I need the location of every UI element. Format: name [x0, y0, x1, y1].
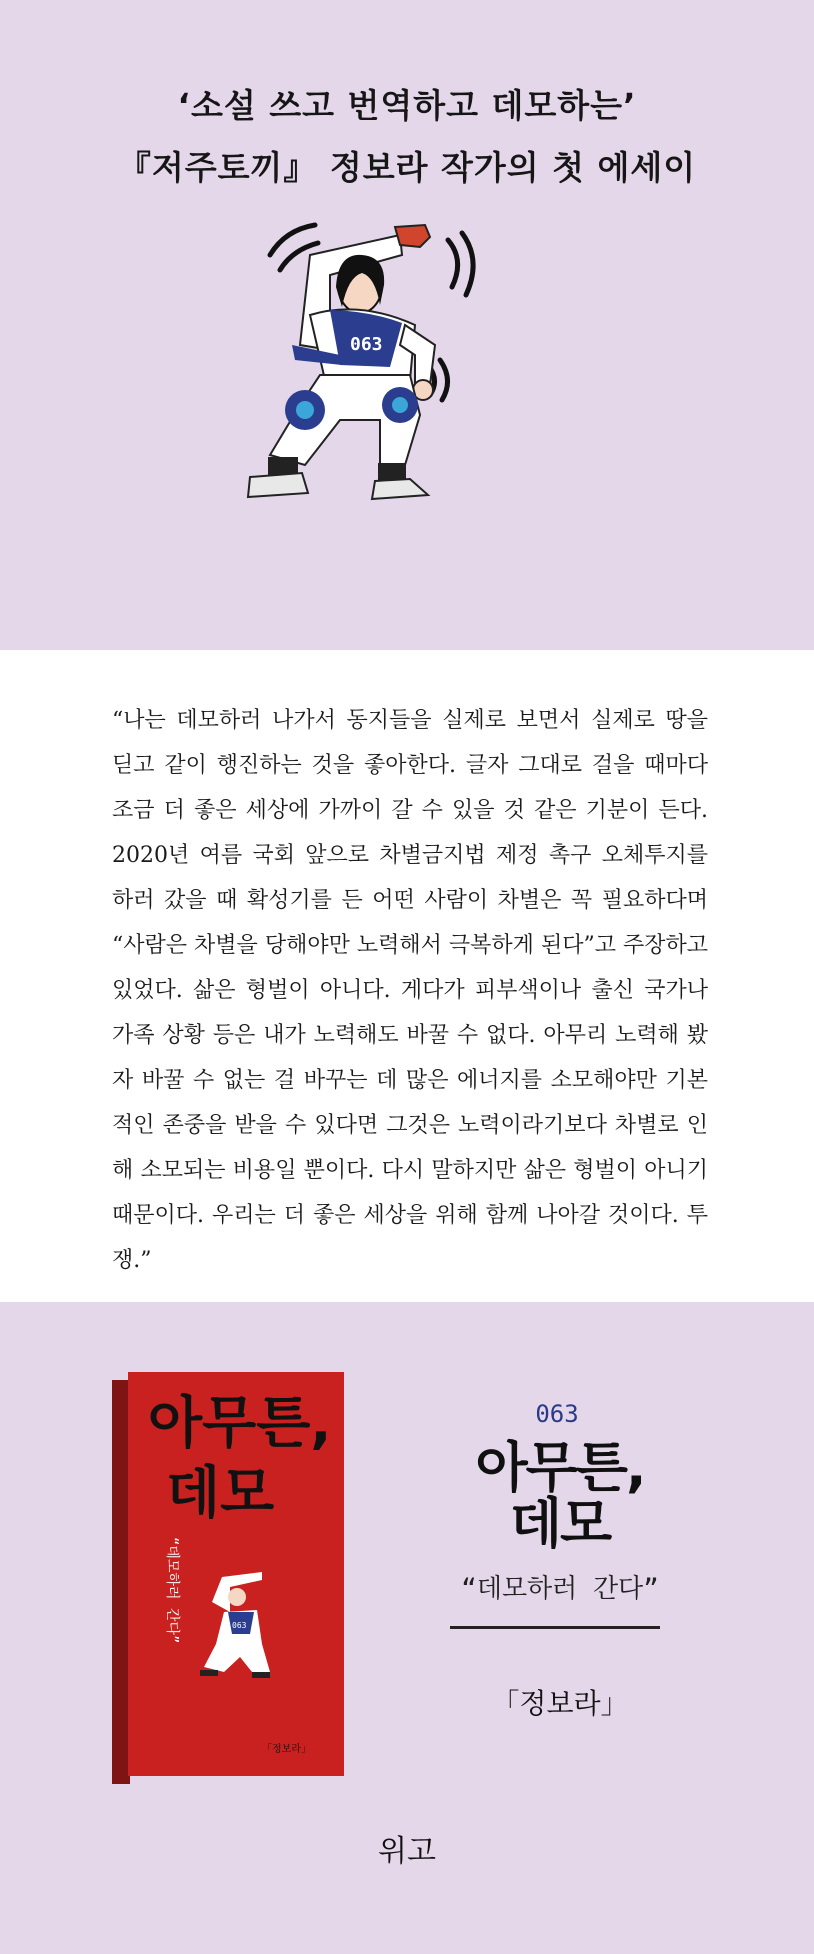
- headline-line-1: ‘소설 쓰고 번역하고 데모하는’: [177, 86, 637, 125]
- bib-number: 063: [350, 334, 383, 355]
- cover-author: 「정보라」: [262, 1744, 311, 1755]
- book-title: [460, 1436, 660, 1555]
- book-title-line-2: 데모: [509, 1492, 611, 1555]
- headline-line-2: 『저주토끼』 정보라 작가의 첫 에세이: [117, 148, 697, 187]
- cover-subtitle: “데모하러 간다”: [164, 1537, 180, 1644]
- series-number: 063: [535, 1400, 579, 1428]
- dancing-protester-illustration: [230, 215, 590, 625]
- book-cover: [112, 1372, 344, 1784]
- cover-title-line-2: 데모: [166, 1461, 275, 1526]
- essay-quote: “나는 데모하러 나가서 동지들을 실제로 보면서 실제로 땅을 딛고 같이 행진하는 것을 좋아한다. 글자 그대로 걸을 때마다 조금 더 좋은 세상에 가까이 갈 수 있을 것 같은 기분이 든다. 2020년 여름 국회 앞으로 차별금지법 제정 촉구 오체투지를 하러 갔을 때 확성기를 든 어떤 사람이 차별은 꼭 필요하다며 “사람은 차별을 당해야만 노력해서 극복하게 된다”고 주장하고 있었다. 삶은 형벌이 아니다. 게다가 피부색이나 출신 국가나 가족 상황 등은 내가 노력해도 바꿀 수 없다. 아무리 노력해 봤자 바꿀 수 없는 걸 바꾸는 데 많은 에너지를 소모해야만 기본적인 존중을 받을 수 있다면 그것은 노력이라기보다 차별로 인해 소모되는 비용일 뿐이다. 다시 말하지만 삶은 형벌이 아니기 때문이다. 우리는 더 좋은 세상을 위해 함께 나아갈 것이다. 투쟁.”: [112, 708, 708, 1273]
- publisher-logo: 위고: [378, 1834, 436, 1869]
- quote-section: [0, 650, 814, 1302]
- subtitle-underline: [450, 1626, 660, 1629]
- book-title-line-1: 아무튼,: [475, 1436, 645, 1499]
- book-section: [0, 1302, 814, 1954]
- author-name: 「정보라」: [491, 1687, 629, 1720]
- book-subtitle: “데모하러 간다”: [461, 1574, 659, 1604]
- cover-title-line-1: 아무튼,: [148, 1391, 332, 1456]
- cover-bib: 063: [232, 1621, 247, 1630]
- hero-section: [0, 0, 814, 650]
